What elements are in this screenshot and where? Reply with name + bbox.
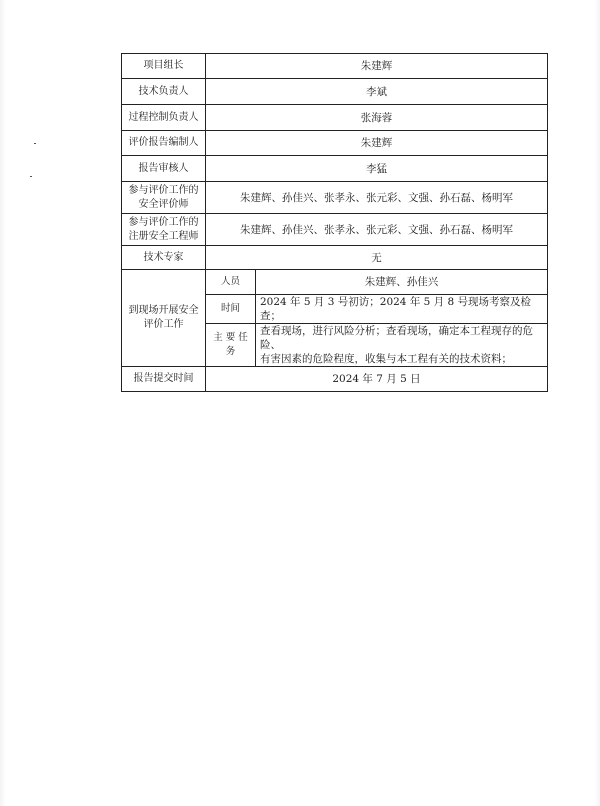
- scan-speck: [34, 143, 36, 144]
- onsite-work-label-line2: 评价工作: [143, 319, 184, 330]
- onsite-task-value-line2: 有害因素的危险程度，收集与本工程有关的技术资料；: [260, 353, 512, 365]
- safety-engineers-value: 朱建辉、孙佳兴、张孝永、张元彩、文强、孙石磊、杨明军: [206, 214, 548, 246]
- onsite-task-label-line2: 务: [225, 346, 236, 357]
- table-row: [122, 131, 548, 156]
- table-row: [122, 79, 548, 105]
- onsite-personnel-value: 朱建辉、孙佳兴: [256, 270, 548, 295]
- safety-engineers-label-line2: 注册安全工程师: [128, 230, 199, 242]
- tech-lead-label: 技术负责人: [122, 79, 206, 105]
- tech-expert-value: 无: [206, 246, 548, 270]
- onsite-task-value-line1: 查看现场，进行风险分析；查看现场，确定本工程现存的危险、: [260, 325, 533, 351]
- safety-assessors-value: 朱建辉、孙佳兴、张孝永、张元彩、文强、孙石磊、杨明军: [206, 182, 548, 214]
- safety-engineers-label: [122, 214, 206, 246]
- evaluation-personnel-table: [121, 53, 548, 392]
- report-author-value: 朱建辉: [206, 131, 548, 156]
- safety-assessors-label: [122, 182, 206, 214]
- table-row: [122, 54, 548, 79]
- safety-assessors-label-line1: 参与评价工作的: [128, 184, 199, 196]
- safety-assessors-label-line2: 安全评价师: [138, 198, 189, 210]
- process-lead-value: 张海蓉: [206, 105, 548, 131]
- report-reviewer-value: 李猛: [206, 156, 548, 182]
- scan-speck: [30, 176, 32, 177]
- report-reviewer-label: 报告审核人: [122, 156, 206, 182]
- tech-lead-value: 李斌: [206, 79, 548, 105]
- safety-engineers-label-line1: 参与评价工作的: [128, 216, 199, 228]
- submit-time-label: 报告提交时间: [122, 367, 206, 392]
- onsite-task-label-line1: 主 要 任: [213, 332, 248, 343]
- tech-expert-label: 技术专家: [122, 246, 206, 270]
- project-lead-value: 朱建辉: [206, 54, 548, 79]
- submit-time-value: 2024 年 7 月 5 日: [206, 367, 548, 392]
- table-row: [122, 270, 548, 295]
- process-lead-label: 过程控制负责人: [122, 105, 206, 131]
- onsite-task-value: [256, 324, 548, 367]
- table-row: [122, 246, 548, 270]
- onsite-work-label-line1: 到现场开展安全: [128, 305, 199, 316]
- project-lead-label: 项目组长: [122, 54, 206, 79]
- table-row: [122, 367, 548, 392]
- onsite-personnel-label: 人员: [206, 270, 256, 295]
- table-row: [122, 156, 548, 182]
- table-row: [122, 105, 548, 131]
- table-row: [122, 214, 548, 246]
- onsite-time-value: 2024 年 5 月 3 号初访；2024 年 5 月 8 号现场考察及检查；: [256, 295, 548, 324]
- onsite-time-label: 时间: [206, 295, 256, 324]
- table-row: [122, 182, 548, 214]
- report-author-label: 评价报告编制人: [122, 131, 206, 156]
- onsite-work-label: [122, 270, 206, 367]
- onsite-task-label: [206, 324, 256, 367]
